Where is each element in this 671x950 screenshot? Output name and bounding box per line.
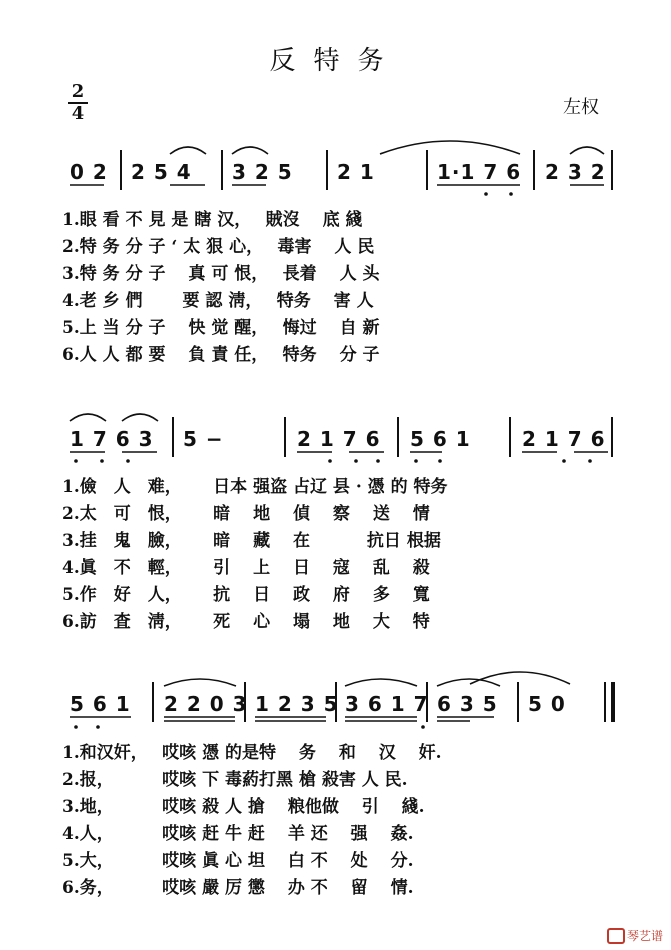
bar-lines <box>121 150 613 722</box>
verse-line: 2.特 务 分 子 ‘ 太 狠 心， 毒害 人 民 <box>62 237 375 257</box>
verse-line: 6.人 人 都 要 負 責 任， 特务 分 子 <box>62 345 380 365</box>
verse-line: 2.太 可 恨， 暗 地 偵 察 送 情 <box>62 504 430 524</box>
measure-1: 0 2 <box>70 160 108 184</box>
watermark-text: 琴艺谱 <box>626 928 663 943</box>
measure-6: 2 3 2 <box>545 160 606 184</box>
measure-14: 1 2 3 5 <box>255 692 339 716</box>
measure-17: 5 0 <box>528 692 566 716</box>
verse-line: 1.和汉奸， 哎咳 憑 的是特 务 和 汉 奸. <box>62 743 442 763</box>
verse-line: 4.人， 哎咳 赶 牛 赶 羊 还 强 姦. <box>62 824 414 844</box>
measure-4: 2 1 <box>337 160 375 184</box>
watermark <box>607 927 663 945</box>
verse-line: 5.大， 哎咳 眞 心 坦 白 不 处 分. <box>62 851 414 871</box>
measure-10: 5 6 1 <box>410 427 471 451</box>
beams <box>70 185 608 721</box>
verse-line: 1.眼 看 不 見 是 瞎 汉， 賊沒 底 綫 <box>62 210 363 230</box>
slurs <box>70 141 604 686</box>
measure-3: 3 2 5 <box>232 160 293 184</box>
verse-line: 4.老 乡 們 要 認 淸， 特务 害 人 <box>62 291 374 311</box>
measure-5: 1·1 7 6 <box>437 160 522 184</box>
measure-16: 6 3 5 <box>437 692 498 716</box>
verse-line: 3.地， 哎咳 殺 人 搶 粮他做 引 綫. <box>62 797 425 817</box>
measure-13: 2 2 0 3 <box>164 692 248 716</box>
verse-line: 5.上 当 分 子 快 觉 醒， 悔过 自 新 <box>62 318 380 338</box>
verse-line: 1.儉 人 难， 日本 强盗 占辽 县 · 憑 的 特务 <box>62 477 448 497</box>
verse-line: 5.作 好 人， 抗 日 政 府 多 寬 <box>62 585 430 605</box>
verse-line: 2.报， 哎咳 下 毒葯打黑 槍 殺害 人 民. <box>62 770 408 790</box>
verse-line: 6.訪 査 淸， 死 心 塌 地 大 特 <box>62 612 430 632</box>
verse-line: 4.眞 不 輕， 引 上 日 寇 乱 殺 <box>62 558 430 578</box>
logo-icon <box>607 928 625 944</box>
measure-7: 1 7 6 3 <box>70 427 154 451</box>
verse-line: 6.务， 哎咳 嚴 厉 懲 办 不 留 情. <box>62 878 414 898</box>
verse-line: 3.特 务 分 子 真 可 恨， 長着 人 头 <box>62 264 380 284</box>
measure-2: 2 5 4 <box>131 160 192 184</box>
meter-top: 2 <box>71 81 85 102</box>
verse-line: 3.挂 鬼 臉， 暗 藏 在 抗日 根据 <box>62 531 441 551</box>
measure-9: 2 1 7 6 <box>297 427 381 451</box>
octave-dots <box>74 192 592 729</box>
meter-bottom: 4 <box>71 103 85 124</box>
measure-8: 5 − <box>183 427 224 451</box>
composer-name: 左权 <box>563 97 599 118</box>
measure-12: 5 6 1 <box>70 692 131 716</box>
measure-15: 3 6 1 7 <box>345 692 429 716</box>
song-title: 反特务 <box>269 46 402 76</box>
measure-11: 2 1 7 6 <box>522 427 606 451</box>
